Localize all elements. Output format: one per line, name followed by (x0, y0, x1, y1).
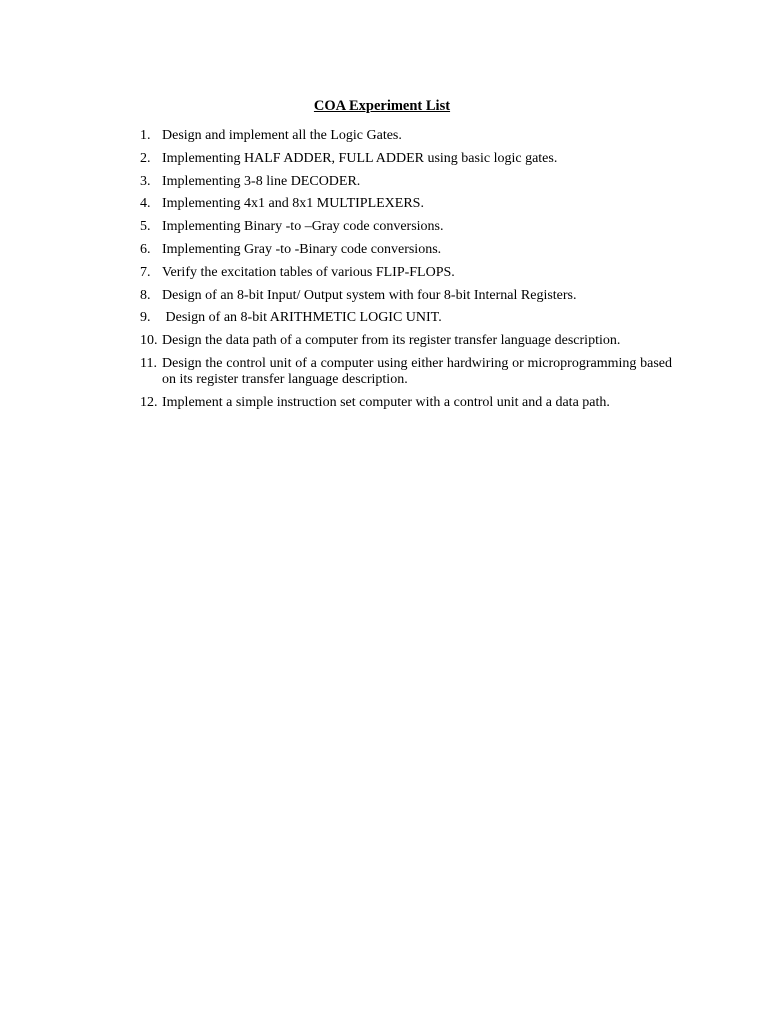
item-text: Design and implement all the Logic Gates. (162, 128, 402, 143)
list-item (140, 288, 672, 305)
list-item (140, 310, 672, 327)
item-text: Verify the excitation tables of various FLIP-FLOPS. (162, 264, 455, 280)
item-text: Implementing 4x1 and 8x1 MULTIPLEXERS. (162, 196, 424, 212)
item-text: Implement a simple instruction set computer with a control unit and a data path. (162, 395, 610, 411)
item-text: Design of an 8-bit Input/ Output system with four 8-bit Internal Registers. (162, 287, 577, 303)
item-number: 2. (140, 150, 151, 166)
item-number: 11. (140, 355, 157, 371)
list-item (140, 395, 672, 412)
item-text: Implementing HALF ADDER, FULL ADDER using basic logic gates. (162, 150, 558, 166)
list-item (140, 265, 672, 282)
list-item (140, 128, 672, 145)
item-number: 9. (140, 310, 151, 326)
list-item (140, 174, 672, 191)
item-text: Design the control unit of a computer using either hardwiring or microprogramming based on its register transfer language description. (162, 355, 672, 388)
item-number: 5. (140, 219, 151, 235)
item-text: Implementing Gray -to -Binary code conversions. (162, 241, 442, 257)
item-number: 7. (140, 264, 151, 280)
list-item (140, 151, 672, 168)
list-item (140, 242, 672, 259)
item-text: Design the data path of a computer from its register transfer language description. (162, 333, 621, 349)
item-number: 12. (140, 395, 158, 411)
item-number: 8. (140, 287, 151, 303)
item-number: 3. (140, 173, 151, 189)
experiment-list (140, 128, 672, 418)
list-item (140, 333, 672, 350)
item-text: Design of an 8-bit ARITHMETIC LOGIC UNIT. (162, 310, 442, 326)
item-text: Implementing Binary -to –Gray code conversions. (162, 219, 444, 235)
item-number: 10. (140, 333, 158, 349)
item-number: 4. (140, 196, 151, 212)
item-number: 6. (140, 241, 151, 257)
list-item (140, 356, 672, 389)
item-text: Implementing 3-8 line DECODER. (162, 173, 361, 189)
item-number: 1. (140, 128, 151, 143)
list-item (140, 196, 672, 213)
document-title: COA Experiment List (313, 98, 451, 114)
list-item (140, 219, 672, 236)
